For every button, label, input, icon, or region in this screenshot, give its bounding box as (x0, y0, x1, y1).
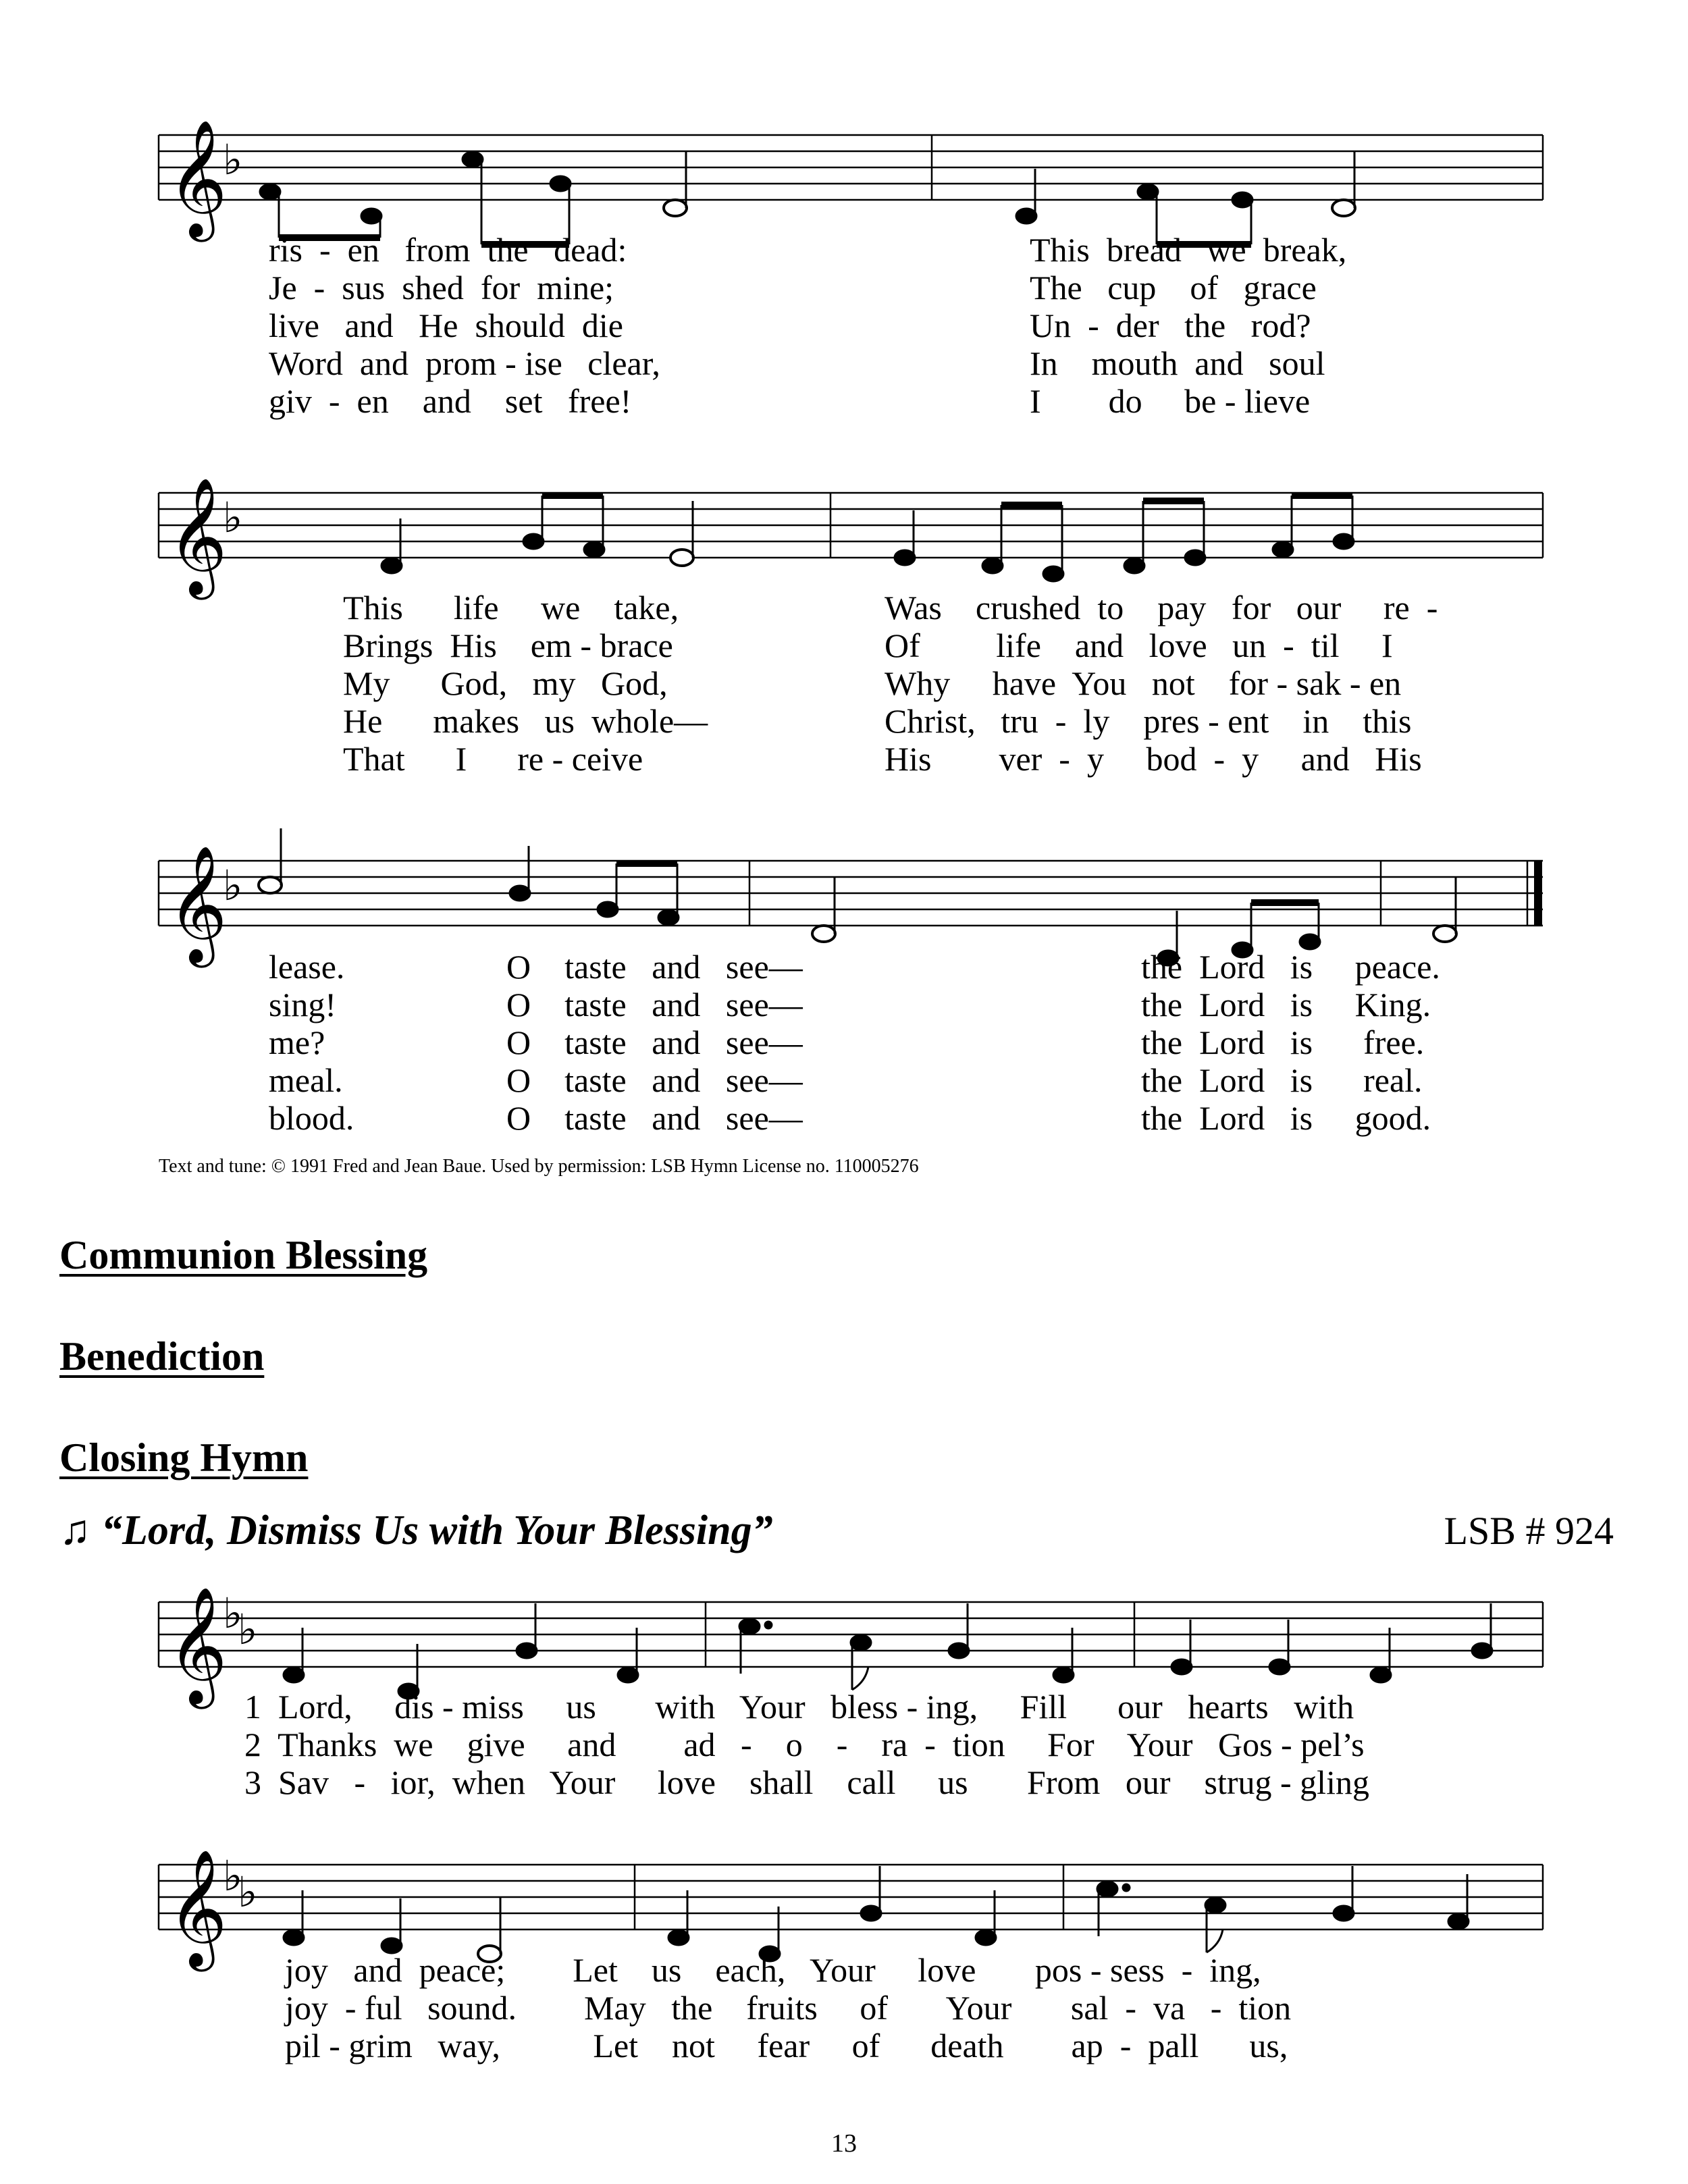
svg-text:♭: ♭ (223, 138, 243, 184)
hymn1-s2-right-line-3: Why have You not for - sak - en (885, 664, 1402, 702)
hymn1-s1-right-line-1: This bread we break, (1030, 231, 1347, 269)
svg-text:♭: ♭ (223, 1854, 243, 1900)
svg-text:𝄞: 𝄞 (167, 477, 228, 595)
heading-closing-hymn: Closing Hymn (59, 1435, 309, 1480)
hymn1-s2-right-line-4: Christ, tru - ly pres - ent in this (885, 702, 1412, 740)
hymn1-s3-right-line-2: the Lord is King. (1141, 986, 1431, 1023)
hymn1-s1-right-line-5: I do be - lieve (1030, 382, 1311, 420)
svg-text:𝄞: 𝄞 (167, 1849, 228, 1967)
hymn1-s2-left-line-5: That I re - ceive (343, 740, 643, 778)
closing-hymn-title: ♫ “Lord, Dismiss Us with Your Blessing” (59, 1508, 773, 1553)
copyright-notice: Text and tune: © 1991 Fred and Jean Baue. Used by permission: LSB Hymn License no. 110005276 (159, 1156, 919, 1177)
hymn1-s1-right-line-2: The cup of grace (1030, 269, 1317, 307)
hymn1-s2-right-line-2: Of life and love un - til I (885, 627, 1393, 664)
heading-communion-blessing: Communion Blessing (59, 1233, 428, 1277)
svg-text:♭: ♭ (223, 863, 243, 909)
hymn1-s1-left-line-3: live and He should die (269, 307, 623, 344)
svg-text:𝄞: 𝄞 (167, 1587, 228, 1704)
hymn1-s3-right-line-4: the Lord is real. (1141, 1061, 1423, 1099)
svg-text:♭: ♭ (238, 1607, 258, 1653)
hymn1-s3-left-line-2: sing! (269, 986, 336, 1023)
music-staff-1 (0, 88, 1688, 263)
hymn1-s3-right-line-1: the Lord is peace. (1141, 948, 1440, 986)
hymn1-s3-left-line-4: meal. (269, 1061, 343, 1099)
svg-text:♭: ♭ (223, 1591, 243, 1637)
hymn1-s2-left-line-2: Brings His em - brace (343, 627, 673, 664)
hymn1-s3-middle-line-4: O taste and see— (506, 1061, 803, 1099)
hymn1-s3-middle-line-2: O taste and see— (506, 986, 803, 1023)
closing-hymn-s1-line-3: 3 Sav - ior, when Your love shall call us From our strug - gling (244, 1763, 1369, 1801)
hymn1-s2-left-line-1: This life we take, (343, 589, 679, 627)
svg-text:𝄞: 𝄞 (167, 119, 228, 237)
hymn1-s3-left-line-5: blood. (269, 1099, 354, 1137)
hymn1-s2-left-line-4: He makes us whole— (343, 702, 708, 740)
hymn1-s3-left-line-1: lease. (269, 948, 345, 986)
page-number: 13 (831, 2129, 857, 2158)
hymn1-s1-left-line-1: ris - en from the dead: (269, 231, 627, 269)
closing-hymn-s1-line-2: 2 Thanks we give and ad - o - ra - tion For Your Gos - pel’s (244, 1726, 1365, 1763)
heading-benediction: Benediction (59, 1334, 265, 1379)
hymn1-s1-right-line-4: In mouth and soul (1030, 344, 1325, 382)
hymn1-s3-left-line-3: me? (269, 1023, 325, 1061)
hymn1-s3-right-line-3: the Lord is free. (1141, 1023, 1425, 1061)
closing-hymn-s1-line-1: 1 Lord, dis - miss us with Your bless - ing, Fill our hearts with (244, 1688, 1354, 1726)
hymn1-s2-right-line-1: Was crushed to pay for our re - (885, 589, 1438, 627)
hymn1-s1-left-line-4: Word and prom - ise clear, (269, 344, 660, 382)
svg-text:𝄞: 𝄞 (167, 845, 228, 963)
closing-hymn-s2-line-1: joy and peace; Let us each, Your love pos - sess - ing, (285, 1951, 1261, 1989)
hymn1-s1-right-line-3: Un - der the rod? (1030, 307, 1311, 344)
hymn1-s3-middle-line-3: O taste and see— (506, 1023, 803, 1061)
hymn-number: LSB # 924 (1444, 1509, 1614, 1553)
hymn1-s2-right-line-5: His ver - y bod - y and His (885, 740, 1422, 778)
svg-text:♭: ♭ (238, 1870, 258, 1916)
hymn1-s2-left-line-3: My God, my God, (343, 664, 668, 702)
hymn1-s1-left-line-2: Je - sus shed for mine; (269, 269, 614, 307)
svg-text:♭: ♭ (223, 496, 243, 541)
hymn1-s1-left-line-5: giv - en and set free! (269, 382, 632, 420)
closing-hymn-s2-line-3: pil - grim way, Let not fear of death ap - pall us, (285, 2027, 1288, 2065)
closing-hymn-s2-line-2: joy - ful sound. May the fruits of Your sal - va - tion (285, 1989, 1292, 2027)
hymn1-s3-right-line-5: the Lord is good. (1141, 1099, 1431, 1137)
hymn1-s3-middle-line-1: O taste and see— (506, 948, 803, 986)
hymn1-s3-middle-line-5: O taste and see— (506, 1099, 803, 1137)
